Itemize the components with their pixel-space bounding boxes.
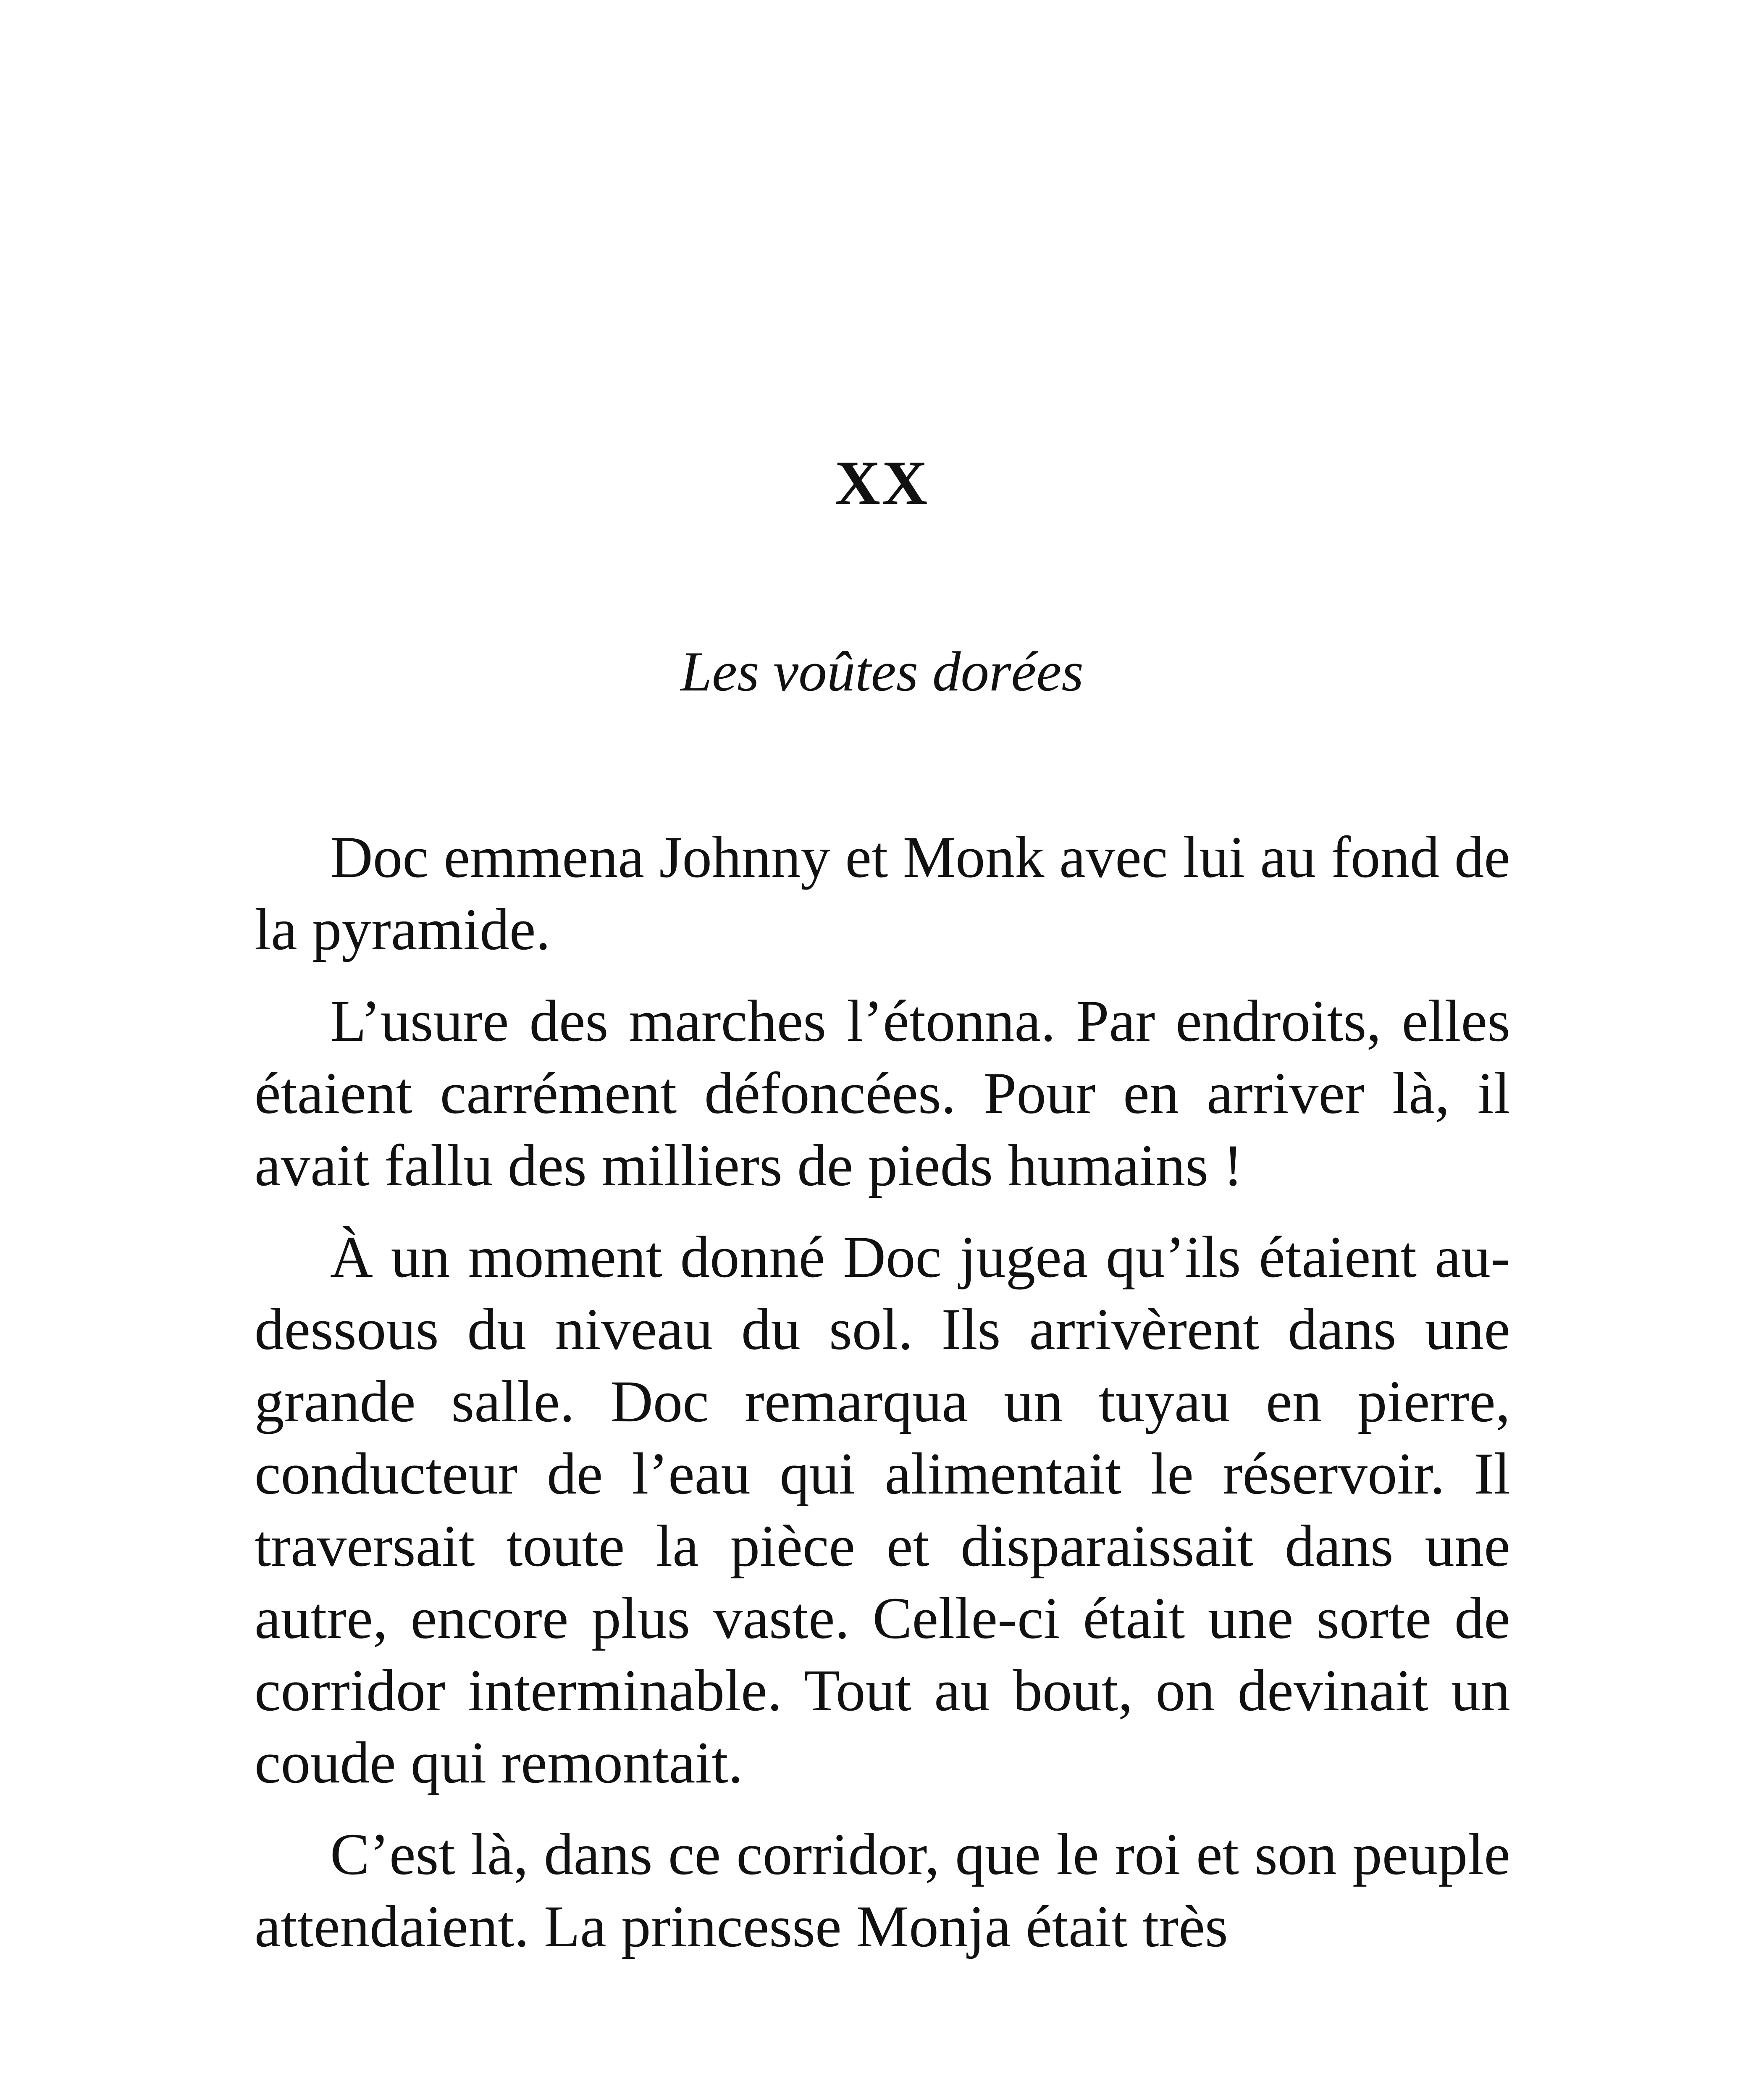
chapter-title: Les voûtes dorées — [680, 640, 1084, 703]
chapter-number: XX — [835, 448, 929, 518]
paragraph: C’est là, dans ce corridor, que le roi et son peuple attendaient. La princesse Monja était très — [255, 1822, 1510, 1959]
paragraph: Doc emmena Johnny et Monk avec lui au fond de la pyramide. — [255, 824, 1510, 962]
body-text — [255, 821, 1510, 1982]
paragraph: À un moment donné Doc jugea qu’ils étaient au-dessous du niveau du sol. Ils arrivèrent dans une grande salle. Doc remarqua un tuyau en pierre, conducteur de l’eau qui alimentait le réservoir. Il traversait toute la pièce et disparaissait dans une autre, encore plus vaste. Celle-ci était une sorte de corridor interminable. Tout au bout, on devinait un coude qui remontait. — [255, 1224, 1510, 1796]
paragraph: L’usure des marches l’étonna. Par endroits, elles étaient carrément défoncées. Pour en arriver là, il avait fallu des milliers de pieds humains ! — [255, 988, 1510, 1198]
